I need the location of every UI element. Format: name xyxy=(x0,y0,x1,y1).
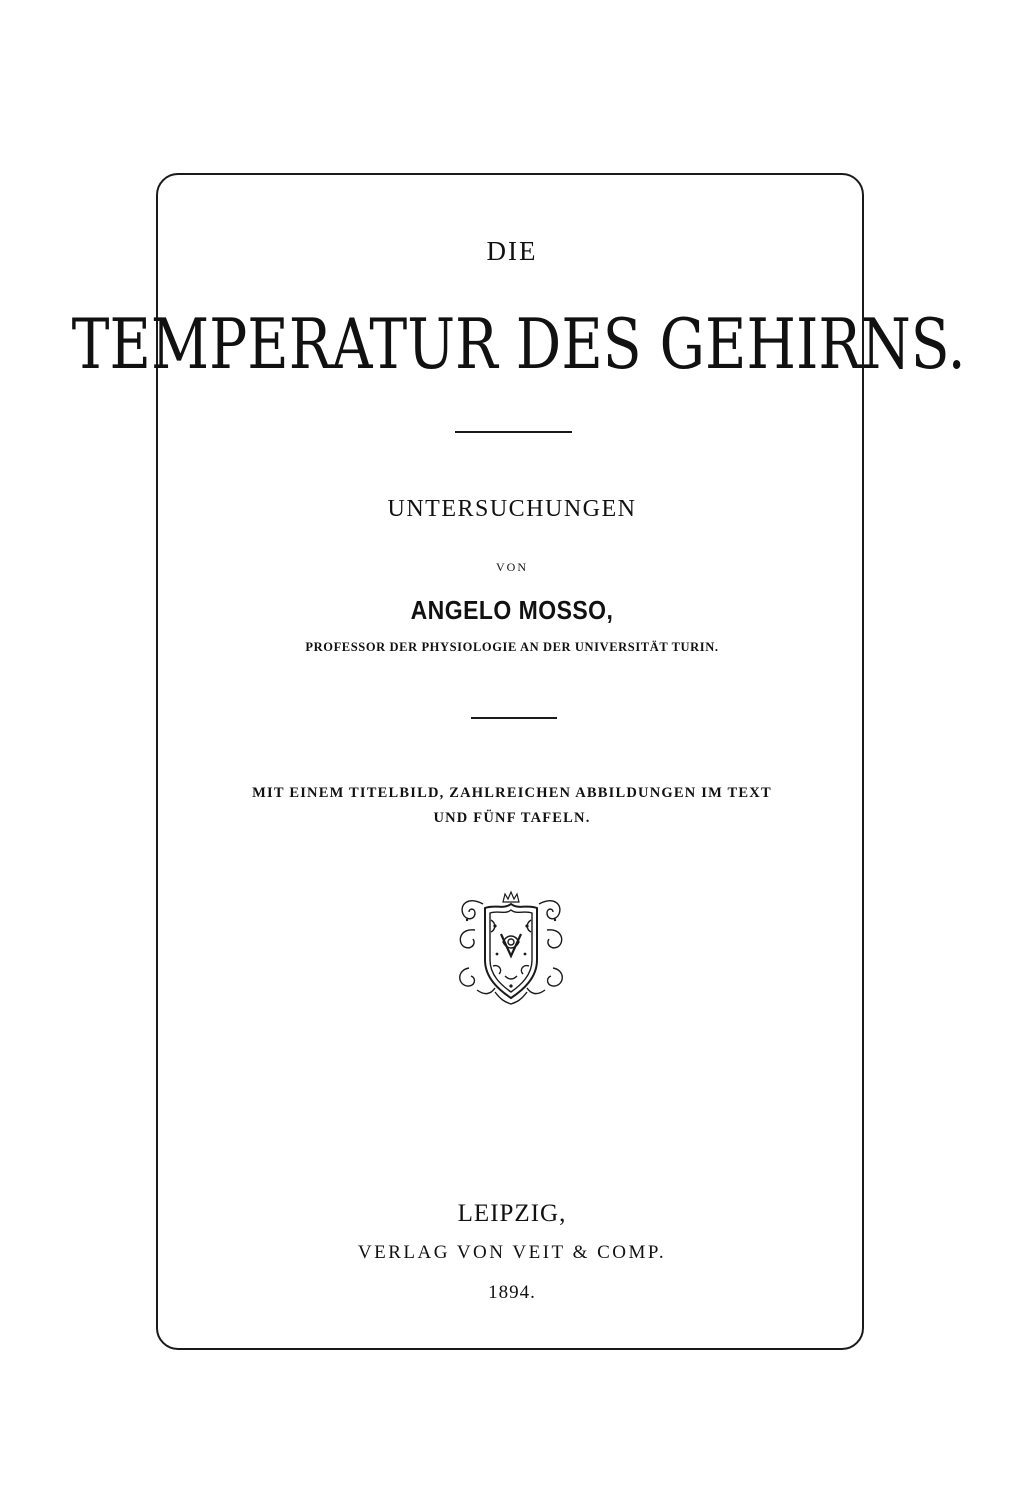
book-title: TEMPERATUR DES GEHIRNS. xyxy=(71,304,966,385)
ornate-shield-emblem-icon xyxy=(455,890,567,1006)
publication-year: 1894. xyxy=(488,1282,536,1303)
divider-rule-middle xyxy=(471,717,557,719)
illustrations-note-line-2: UND FÜNF TAFELN. xyxy=(433,810,591,826)
by-label: VON xyxy=(496,560,528,574)
publisher-name: VERLAG VON VEIT & COMP. xyxy=(357,1242,667,1263)
title-article: DIE xyxy=(486,236,538,266)
illustrations-note-line-1: MIT EINEM TITELBILD, ZAHLREICHEN ABBILDUNGEN IM TEXT xyxy=(252,785,772,801)
author-affiliation: PROFESSOR DER PHYSIOLOGIE AN DER UNIVERSITÄT TURIN. xyxy=(305,640,719,654)
book-subtitle: UNTERSUCHUNGEN xyxy=(387,496,637,522)
divider-rule-top xyxy=(455,431,572,433)
publication-city: LEIPZIG, xyxy=(457,1200,567,1227)
author-name: ANGELO MOSSO, xyxy=(410,596,614,626)
